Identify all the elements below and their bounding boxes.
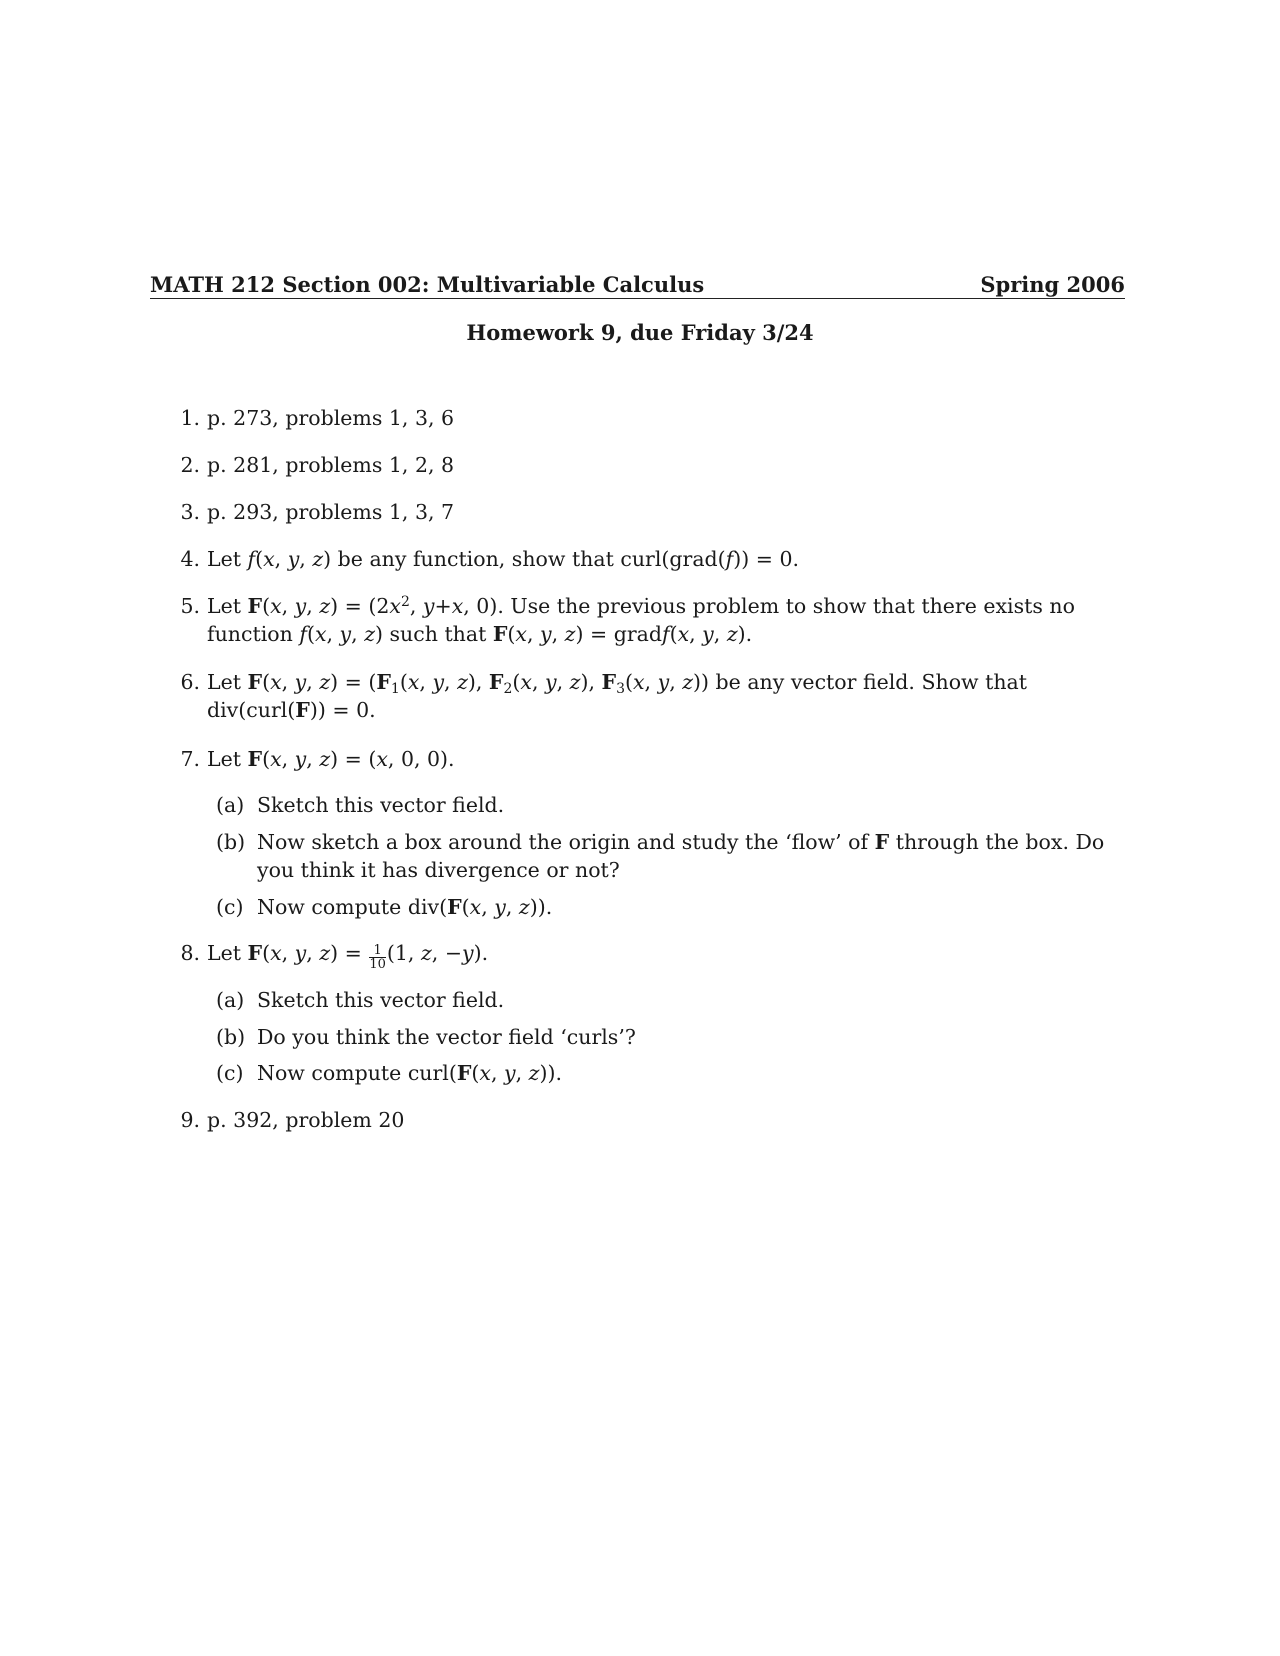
part-text: Do you think the vector field ‘curls’? — [257, 1025, 636, 1049]
problem-number: 9. — [180, 1108, 200, 1132]
problem-text: Let f(x, y, z) be any function, show that curl(grad(f)) = 0. — [207, 547, 800, 571]
course-title: MATH 212 Section 002: Multivariable Calculus — [150, 272, 705, 297]
term-label: Spring 2006 — [980, 272, 1125, 297]
problem-number: 3. — [180, 500, 200, 524]
problem-text: p. 392, problem 20 — [207, 1108, 405, 1132]
problem-number: 7. — [180, 747, 200, 771]
problem-text: p. 281, problems 1, 2, 8 — [207, 453, 455, 477]
document-header — [150, 268, 1125, 299]
part-label: (a) — [216, 988, 245, 1012]
problem-number: 8. — [180, 941, 200, 965]
problem-number: 2. — [180, 453, 200, 477]
problem-text: Let F(x, y, z) = (x, 0, 0). — [207, 747, 455, 771]
part-label: (b) — [216, 1025, 246, 1049]
problem-number: 6. — [180, 670, 200, 694]
problem-text: p. 293, problems 1, 3, 7 — [207, 500, 455, 524]
part-label: (a) — [216, 793, 245, 817]
problem-number: 4. — [180, 547, 200, 571]
part-text: Now compute curl(F(x, y, z)). — [257, 1061, 562, 1085]
problem-text: p. 273, problems 1, 3, 6 — [207, 406, 455, 430]
part-label: (b) — [216, 830, 246, 854]
problem-text: Let F(x, y, z) = $\frac{1}{10}$ (1, z, −y). — [207, 941, 489, 972]
problem-text: Let F(x, y, $z) = (F_1(x$, y, z), $F_2(x$, y, z), $F_3(x$, y, z)) be any vector field. Show that div(curl(F)) = 0. — [207, 670, 1028, 722]
problem-number: 1. — [180, 406, 200, 430]
problem-number: 5. — [180, 594, 200, 618]
problem-text: Let F(x, y, $z) = (2x^2$, y+x, 0). Use the previous problem to show that there exists no function f(x, y, z) such that F(x, y, z) = gradf(x, y, z). — [207, 594, 1075, 646]
part-text: Now compute div(F(x, y, z)). — [257, 895, 553, 919]
part-text: Now sketch a box around the origin and study the ‘flow’ of F through the box. Do you think it has divergence or not? — [257, 830, 1105, 882]
part-label: (c) — [216, 1061, 244, 1085]
part-text: Sketch this vector field. — [257, 793, 505, 817]
assignment-title: Homework 9, due Friday 3/24 — [466, 320, 814, 345]
part-text: Sketch this vector field. — [257, 988, 505, 1012]
part-label: (c) — [216, 895, 244, 919]
